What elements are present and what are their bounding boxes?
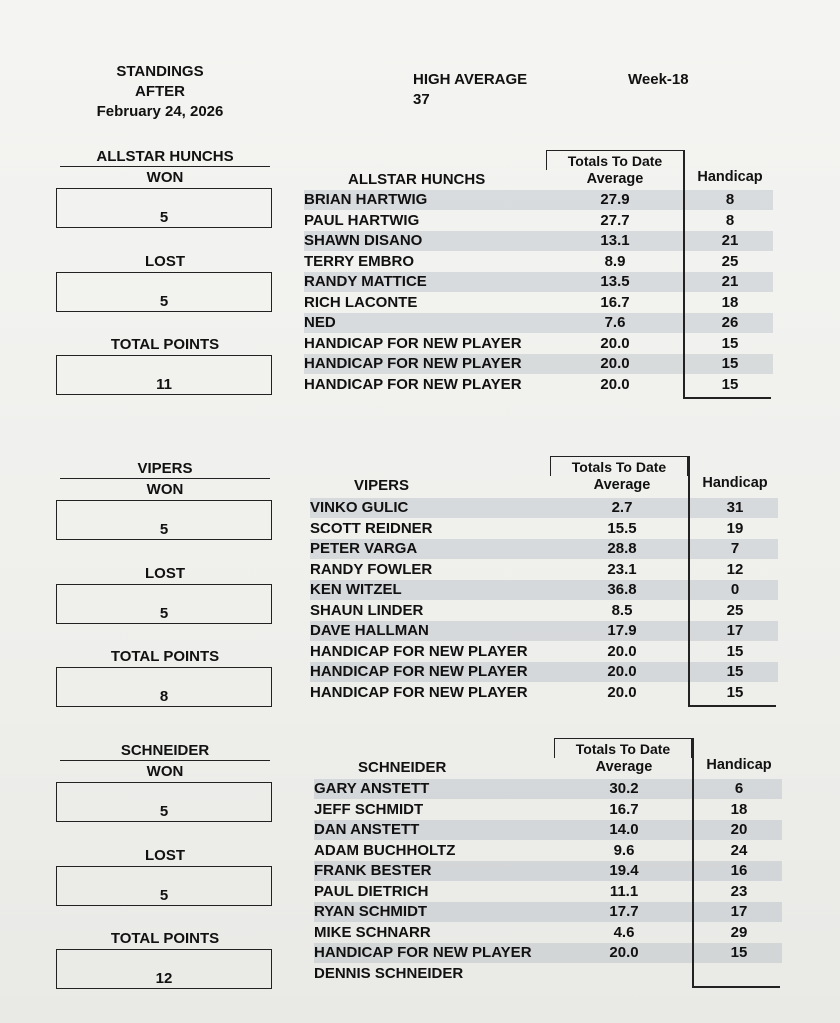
player-handicap: 15 — [721, 334, 739, 352]
standings-header — [70, 62, 250, 122]
player-average: 20.0 — [607, 683, 637, 701]
total-points-value: 8 — [159, 688, 169, 705]
handicap-bottom-line — [683, 397, 771, 399]
player-row — [314, 923, 782, 943]
handicap-divider-line — [688, 456, 690, 705]
player-name: PAUL DIETRICH — [314, 882, 429, 900]
handicap-column-header: Handicap — [702, 475, 768, 491]
player-name: KEN WITZEL — [310, 581, 402, 598]
player-row — [304, 231, 773, 251]
player-row — [314, 943, 782, 963]
player-row — [310, 580, 778, 600]
lost-value: 5 — [159, 887, 169, 904]
player-average: 13.5 — [600, 273, 630, 290]
player-handicap: 21 — [721, 273, 739, 290]
player-average: 7.6 — [604, 314, 626, 331]
player-handicap: 16 — [730, 862, 748, 879]
player-name: PETER VARGA — [310, 540, 418, 557]
team-name-title: ALLSTAR HUNCHS — [60, 148, 270, 167]
totals-to-date-header: Totals To Date — [546, 150, 684, 170]
player-handicap: 15 — [726, 663, 744, 680]
player-average: 30.2 — [609, 780, 639, 797]
player-row — [304, 313, 773, 333]
player-average: 11.1 — [609, 882, 639, 900]
player-row — [314, 861, 782, 881]
player-handicap: 8 — [725, 191, 735, 208]
player-row — [310, 662, 778, 682]
player-name: SCOTT REIDNER — [310, 519, 433, 537]
player-name: RICH LACONTE — [304, 293, 418, 311]
player-handicap: 8 — [725, 211, 735, 229]
lost-box — [56, 866, 272, 906]
player-average: 36.8 — [607, 581, 637, 598]
player-row — [304, 354, 773, 374]
player-average: 16.7 — [600, 293, 630, 311]
player-average: 27.9 — [600, 191, 630, 208]
high-average-value: 37 — [413, 91, 430, 108]
player-handicap: 17 — [730, 903, 748, 920]
player-row — [310, 560, 778, 580]
player-row — [310, 601, 778, 621]
total-points-box — [56, 355, 272, 395]
high-average-block — [413, 70, 527, 110]
player-handicap: 31 — [726, 499, 744, 516]
player-average: 20.0 — [607, 663, 637, 680]
player-name: HANDICAP FOR NEW PLAYER — [310, 663, 528, 680]
player-name: HANDICAP FOR NEW PLAYER — [314, 944, 532, 961]
player-average: 16.7 — [609, 800, 639, 818]
player-name: HANDICAP FOR NEW PLAYER — [310, 683, 528, 701]
player-name: RANDY FOWLER — [310, 560, 433, 578]
player-handicap: 15 — [721, 375, 739, 393]
player-name: ADAM BUCHHOLTZ — [314, 841, 456, 859]
player-name: RYAN SCHMIDT — [314, 903, 428, 920]
lost-label: LOST — [145, 565, 185, 582]
player-name: RANDY MATTICE — [304, 273, 427, 290]
total-points-value: 11 — [156, 376, 172, 393]
player-handicap: 19 — [726, 519, 744, 537]
roster-team-name: ALLSTAR HUNCHS — [348, 171, 486, 188]
total-points-box — [56, 667, 272, 707]
player-average: 20.0 — [607, 642, 637, 660]
lost-value: 5 — [159, 293, 169, 310]
player-row — [310, 683, 778, 703]
player-average: 9.6 — [613, 841, 635, 859]
roster-team-name: SCHNEIDER — [358, 759, 447, 776]
week-label: Week-18 — [628, 71, 689, 88]
won-label: WON — [146, 169, 184, 186]
total-points-label: TOTAL POINTS — [110, 930, 220, 947]
player-average: 19.4 — [609, 862, 639, 879]
player-row — [314, 779, 782, 799]
handicap-bottom-line — [688, 705, 776, 707]
lost-label: LOST — [145, 847, 185, 864]
player-handicap: 7 — [730, 540, 740, 557]
player-row — [310, 621, 778, 641]
total-points-label: TOTAL POINTS — [110, 648, 220, 665]
won-value: 5 — [159, 209, 169, 226]
player-average: 28.8 — [607, 540, 637, 557]
player-name: BRIAN HARTWIG — [304, 191, 428, 208]
player-handicap: 24 — [730, 841, 748, 859]
player-name: HANDICAP FOR NEW PLAYER — [304, 334, 522, 352]
player-average: 13.1 — [600, 232, 630, 249]
handicap-bottom-line — [692, 986, 780, 988]
player-average: 20.0 — [609, 944, 639, 961]
player-row — [304, 334, 773, 354]
won-value: 5 — [159, 521, 169, 538]
player-row — [304, 293, 773, 313]
standings-label: STANDINGS — [116, 63, 204, 80]
high-average-label: HIGH AVERAGE — [413, 71, 528, 88]
player-handicap: 17 — [726, 622, 744, 639]
player-name: HANDICAP FOR NEW PLAYER — [304, 375, 522, 393]
player-name: SHAUN LINDER — [310, 601, 424, 619]
player-handicap: 25 — [721, 252, 739, 270]
player-average: 17.7 — [609, 903, 639, 920]
player-handicap: 15 — [726, 683, 744, 701]
player-handicap: 12 — [726, 560, 744, 578]
total-points-label: TOTAL POINTS — [110, 336, 220, 353]
player-average: 4.6 — [613, 923, 635, 941]
won-label: WON — [146, 763, 184, 780]
lost-box — [56, 584, 272, 624]
won-label: WON — [146, 481, 184, 498]
player-handicap: 0 — [730, 581, 740, 598]
standings-date: February 24, 2026 — [96, 103, 224, 120]
player-average: 27.7 — [600, 211, 630, 229]
player-name: HANDICAP FOR NEW PLAYER — [310, 642, 528, 660]
player-handicap: 20 — [730, 821, 748, 838]
player-name: TERRY EMBRO — [304, 252, 415, 270]
player-row — [304, 190, 773, 210]
player-handicap: 21 — [721, 232, 739, 249]
player-row — [314, 882, 782, 902]
player-row — [314, 841, 782, 861]
player-handicap: 6 — [734, 780, 744, 797]
player-name: NED — [304, 314, 336, 331]
player-row — [304, 211, 773, 231]
player-name: DAN ANSTETT — [314, 821, 420, 838]
player-handicap: 18 — [721, 293, 739, 311]
player-name: VINKO GULIC — [310, 499, 409, 516]
player-row — [310, 642, 778, 662]
player-name: FRANK BESTER — [314, 862, 432, 879]
won-box — [56, 782, 272, 822]
player-row — [314, 902, 782, 922]
player-name: HANDICAP FOR NEW PLAYER — [304, 355, 522, 372]
handicap-divider-line — [683, 150, 685, 397]
player-handicap: 15 — [730, 944, 748, 961]
player-average: 8.9 — [604, 252, 626, 270]
player-name: DENNIS SCHNEIDER — [314, 964, 464, 982]
player-average: 8.5 — [611, 601, 633, 619]
after-label: AFTER — [135, 83, 185, 100]
player-name: DAVE HALLMAN — [310, 622, 429, 639]
player-name: PAUL HARTWIG — [304, 211, 420, 229]
average-column-header: Average — [595, 759, 653, 775]
player-average: 17.9 — [607, 622, 637, 639]
totals-to-date-header: Totals To Date — [550, 456, 688, 476]
player-handicap: 29 — [730, 923, 748, 941]
team-name-title: SCHNEIDER — [60, 742, 270, 761]
total-points-box — [56, 949, 272, 989]
player-name: MIKE SCHNARR — [314, 923, 431, 941]
player-row — [304, 252, 773, 272]
team-name-title: VIPERS — [60, 460, 270, 479]
average-column-header: Average — [593, 477, 651, 493]
totals-to-date-header: Totals To Date — [554, 738, 692, 758]
total-points-value: 12 — [155, 970, 173, 987]
handicap-column-header: Handicap — [697, 169, 763, 185]
player-name: JEFF SCHMIDT — [314, 800, 424, 818]
won-box — [56, 188, 272, 228]
player-row — [314, 800, 782, 820]
player-row — [304, 375, 773, 395]
player-handicap: 26 — [721, 314, 739, 331]
player-name: SHAWN DISANO — [304, 232, 423, 249]
player-average: 20.0 — [600, 375, 630, 393]
player-row — [310, 539, 778, 559]
lost-value: 5 — [159, 605, 169, 622]
won-box — [56, 500, 272, 540]
player-handicap: 18 — [730, 800, 748, 818]
handicap-column-header: Handicap — [706, 757, 772, 773]
roster-team-name: VIPERS — [354, 477, 410, 494]
player-average: 23.1 — [607, 560, 637, 578]
average-column-header: Average — [586, 171, 644, 187]
player-name: GARY ANSTETT — [314, 780, 430, 797]
player-average: 20.0 — [600, 355, 630, 372]
player-row — [304, 272, 773, 292]
player-row — [314, 964, 782, 984]
handicap-divider-line — [692, 738, 694, 986]
lost-label: LOST — [145, 253, 185, 270]
player-handicap: 15 — [721, 355, 739, 372]
player-average: 15.5 — [607, 519, 637, 537]
player-average: 20.0 — [600, 334, 630, 352]
won-value: 5 — [159, 803, 169, 820]
player-handicap: 15 — [726, 642, 744, 660]
player-handicap: 23 — [730, 882, 748, 900]
player-row — [314, 820, 782, 840]
player-row — [310, 519, 778, 539]
player-row — [310, 498, 778, 518]
lost-box — [56, 272, 272, 312]
player-average: 2.7 — [611, 499, 633, 516]
player-handicap: 25 — [726, 601, 744, 619]
player-average: 14.0 — [609, 821, 639, 838]
